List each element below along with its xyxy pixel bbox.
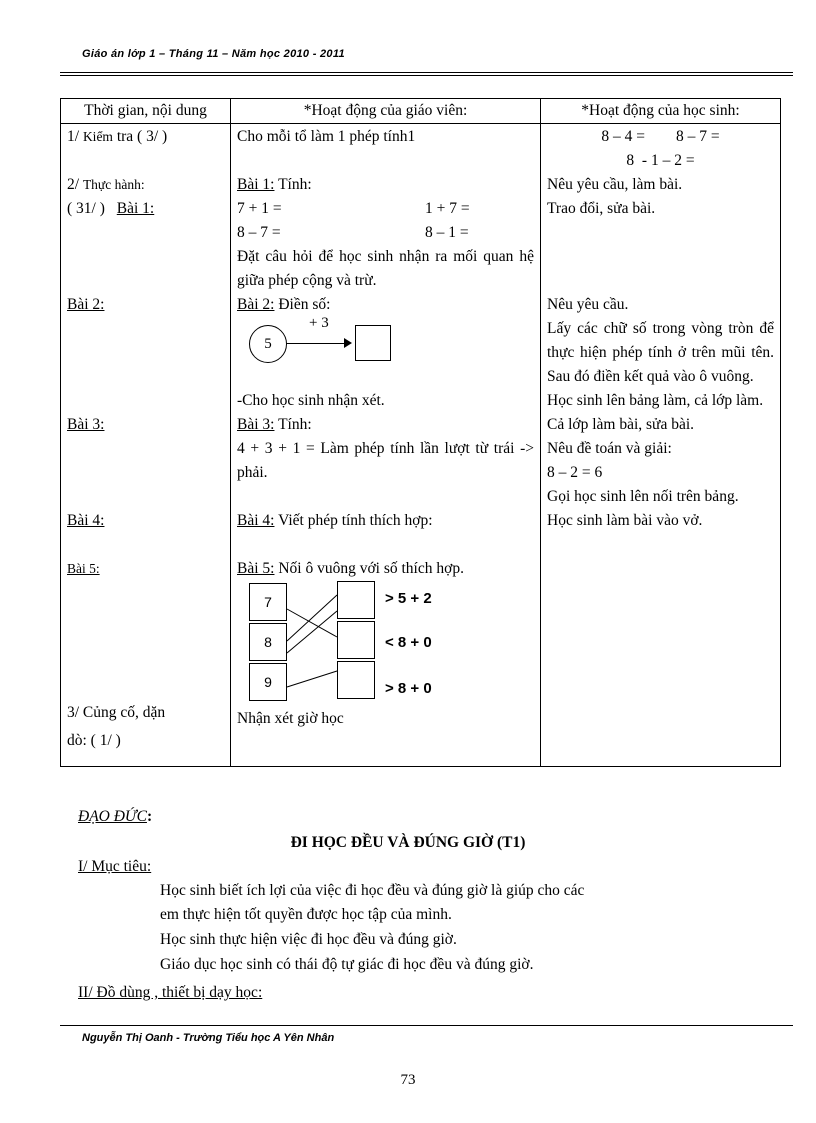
bai5-heading — [237, 557, 534, 581]
bai1-expr-2b: 8 – 1 = — [425, 224, 469, 241]
connector-line — [287, 609, 337, 637]
bai5-num-box: 7 — [249, 583, 287, 621]
dao-duc-colon: : — [146, 808, 153, 825]
bai4-student-b: 8 – 2 = 6 — [547, 464, 603, 481]
header-student-activity: *Hoạt động của học sinh: — [541, 99, 781, 124]
bai1-question: Đặt câu hỏi để học sinh nhận ra mối quan hệ giữa phép cộng và trừ. — [237, 248, 534, 289]
page-number: 73 — [400, 1072, 416, 1088]
bai3-student-b: Cả lớp làm bài, sửa bài. — [547, 416, 695, 433]
thuc-hanh-word: Thực hành: — [82, 177, 145, 192]
bai5-comparison: > 5 + 2 — [385, 590, 432, 607]
col-time-content — [61, 124, 231, 767]
bai1-expr-1b: 1 + 7 = — [425, 200, 470, 217]
bai3-heading-label: Bài 3: — [237, 416, 275, 433]
bai5-student-a: Gọi học sinh lên nối trên bảng. — [547, 488, 739, 505]
table-body-row — [61, 124, 781, 767]
thuc-hanh-label — [67, 173, 224, 197]
muc-tieu-heading: I/ Mục tiêu: — [78, 858, 152, 875]
bai5-connector-lines — [237, 581, 377, 707]
bai1-heading-label: Bài 1: — [237, 176, 275, 193]
connector-line — [287, 671, 337, 687]
kiem-tra-student-1: 8 – 4 = 8 – 7 = — [601, 128, 720, 145]
bai2-student-b: Lấy các chữ số trong vòng tròn để thực hiện phép tính ở trên mũi tên. Sau đó điền kết quả vào ô vuông. — [547, 320, 774, 385]
bai4-heading-title: Viết phép tính thích hợp: — [274, 512, 433, 529]
bai1-heading — [237, 173, 534, 197]
bai5-label: Bài 5: — [67, 561, 100, 576]
kiem-tra-teacher: Cho mỗi tổ làm 1 phép tính1 — [237, 128, 416, 145]
bai2-label: Bài 2: — [67, 296, 105, 313]
bai3-student-a: Học sinh lên bảng làm, cả lớp làm. — [547, 392, 764, 409]
objective-line: Học sinh thực hiện việc đi học đều và đúng giờ. — [160, 931, 457, 948]
page-header: Giáo án lớp 1 – Tháng 11 – Năm học 2010 - 2011 — [82, 48, 345, 60]
bai4-label: Bài 4: — [67, 512, 105, 529]
kiem-tra-label — [67, 125, 224, 149]
bai1-row-2 — [237, 221, 534, 245]
bai1-row-1 — [237, 197, 534, 221]
header-teacher-activity: *Hoạt động của giáo viên: — [231, 99, 541, 124]
dao-duc-heading — [78, 808, 152, 826]
header-rule-2 — [60, 75, 793, 76]
thuc-hanh-time-row — [67, 197, 224, 221]
bai5-comparison: > 8 + 0 — [385, 680, 432, 697]
bai5-heading-label: Bài 5: — [237, 560, 275, 577]
kiem-tra-num: 1/ — [67, 128, 80, 145]
bai3-heading — [237, 413, 534, 437]
bai5-num-box: 9 — [249, 663, 287, 701]
arrow-right-icon — [344, 338, 352, 348]
footer-rule — [60, 1025, 793, 1026]
bai2-circle: 5 — [249, 325, 287, 363]
dao-duc-label: ĐẠO ĐỨC — [78, 808, 147, 825]
bai4-student-a: Nêu đề toán và giải: — [547, 440, 672, 457]
connector-line — [287, 611, 337, 653]
kiem-tra-word: Kiểm — [82, 129, 113, 144]
bai4-heading-label: Bài 4: — [237, 512, 275, 529]
lesson-table — [60, 98, 781, 767]
bai1-expr-1a: 7 + 1 = — [237, 200, 282, 217]
bai2-student-a: Nêu yêu cầu. — [547, 296, 629, 313]
kiem-tra-student-2: 8 - 1 – 2 = — [626, 152, 695, 169]
bai1-heading-title: Tính: — [274, 176, 312, 193]
bai2-operator: + 3 — [309, 315, 329, 331]
cung-co-label-2: dò: ( 1/ ) — [67, 732, 121, 749]
bai2-heading-title: Điền số: — [274, 296, 331, 313]
bai3-heading-title: Tính: — [274, 416, 312, 433]
do-dung-heading: II/ Đồ dùng , thiết bị dạy học: — [78, 984, 263, 1001]
bai2-arrow — [286, 343, 346, 344]
bai5-student-b: Học sinh làm bài vào vở. — [547, 512, 703, 529]
bai2-diagram — [237, 317, 534, 365]
bai4-heading — [237, 509, 534, 533]
bai5-heading-title: Nối ô vuông với số thích hợp. — [274, 560, 464, 577]
table-header-row — [61, 99, 781, 124]
bai2-note: -Cho học sinh nhận xét. — [237, 392, 385, 409]
connector-line — [287, 595, 337, 641]
bai2-heading — [237, 293, 534, 317]
bai5-matching-diagram — [237, 581, 534, 707]
objective-line: Học sinh biết ích lợi của việc đi học đều và đúng giờ là giúp cho các — [160, 882, 585, 899]
bai1-student-a: Nêu yêu cầu, làm bài. — [547, 176, 683, 193]
thuc-hanh-time: ( 31/ ) — [67, 200, 105, 217]
thuc-hanh-num: 2/ — [67, 176, 80, 193]
bai1-student-b: Trao đổi, sửa bài. — [547, 200, 656, 217]
col-student-activity — [541, 124, 781, 767]
header-rule — [60, 72, 793, 73]
objective-line: em thực hiện tốt quyền được học tập của mình. — [160, 906, 452, 923]
bai3-text: 4 + 3 + 1 = Làm phép tính lần lượt từ trái -> phải. — [237, 440, 534, 481]
cung-co-teacher: Nhận xét giờ học — [237, 710, 344, 727]
bai1-label: Bài 1: — [116, 200, 155, 217]
bai5-comparison: < 8 + 0 — [385, 634, 432, 651]
bai2-heading-label: Bài 2: — [237, 296, 275, 313]
kiem-tra-time: tra ( 3/ ) — [116, 128, 168, 145]
header-time-content: Thời gian, nội dung — [61, 99, 231, 124]
bai3-label: Bài 3: — [67, 416, 105, 433]
bai2-answer-box — [355, 325, 391, 361]
cung-co-label-1: 3/ Củng cố, dặn — [67, 704, 166, 721]
objective-line: Giáo dục học sinh có thái độ tự giác đi học đều và đúng giờ. — [160, 956, 534, 973]
col-teacher-activity — [231, 124, 541, 767]
lesson-title: ĐI HỌC ĐỀU VÀ ĐÚNG GIỜ (T1) — [290, 834, 526, 851]
bai5-num-box: 8 — [249, 623, 287, 661]
page-footer: Nguyễn Thị Oanh - Trường Tiểu học A Yên Nhân — [82, 1032, 335, 1044]
bai1-expr-2a: 8 – 7 = — [237, 224, 281, 241]
